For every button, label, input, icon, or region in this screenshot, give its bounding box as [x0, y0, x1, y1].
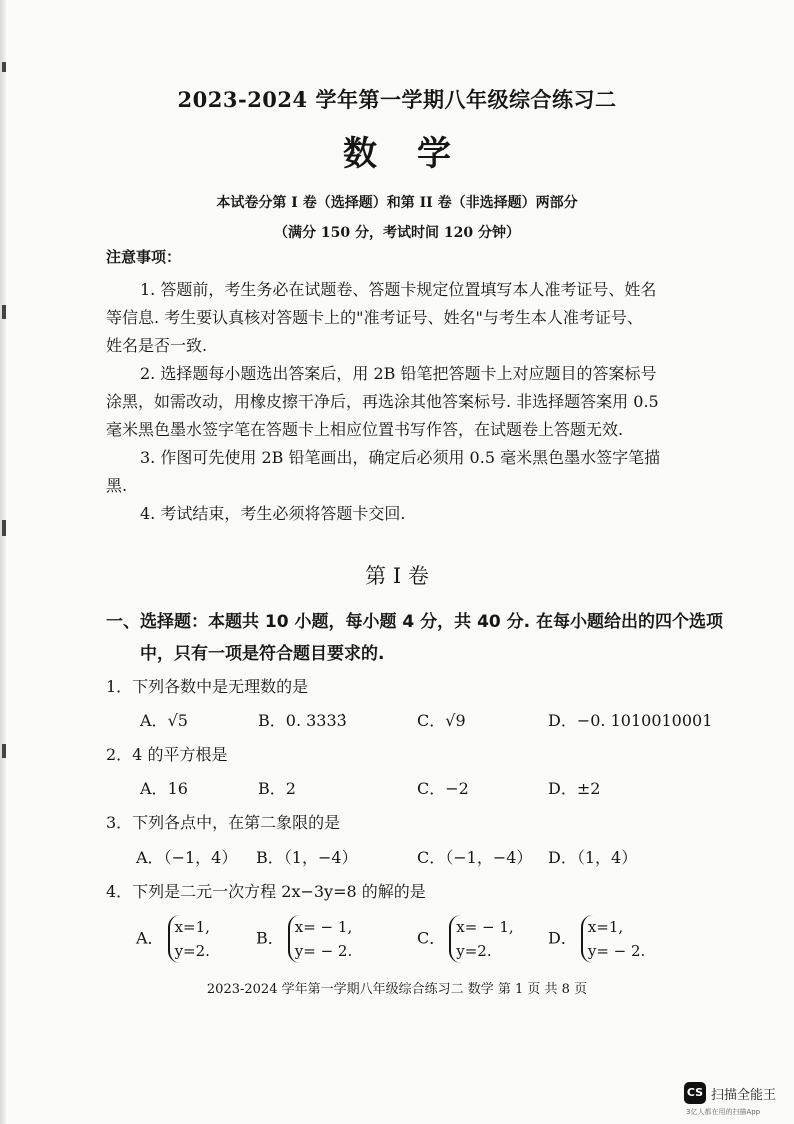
watermark-tagline: 3亿人都在用的扫描App [686, 1108, 761, 1116]
note-1-line-1: 1. 答题前，考生务必在试题卷、答题卡规定位置填写本人准考证号、姓名 [140, 280, 657, 299]
option-label: A． [140, 779, 168, 798]
question-3-option-a [136, 845, 237, 868]
option-label: C． [417, 711, 446, 730]
edge-mark [2, 744, 6, 758]
option-text: （1，4） [576, 848, 638, 867]
option-text: √5 [167, 711, 188, 730]
equation-system [168, 915, 210, 963]
note-1-line-2: 等信息. 考生要认真核对答题卡上的"准考证号、姓名"与考生本人准考证号、 [106, 308, 643, 327]
question-1-option-d [548, 708, 712, 731]
question-4-option-d [548, 915, 645, 963]
question-2-option-a [140, 776, 188, 799]
option-label: B． [258, 779, 286, 798]
option-label: A． [140, 711, 168, 730]
option-label: D． [548, 711, 577, 730]
option-text: 16 [167, 779, 188, 798]
equation-1: x=1, [587, 918, 624, 936]
question-2-stem: 2．4 的平方根是 [106, 745, 228, 764]
equation-1: x= − 1, [294, 918, 353, 936]
equation-2: y= − 2. [587, 942, 646, 960]
question-1-option-b [258, 708, 347, 731]
option-label: A． [136, 848, 164, 867]
question-4-stem: 4．下列是二元一次方程 2x−3y=8 的解的是 [106, 882, 426, 901]
option-text: （−1，−4） [445, 848, 533, 867]
intro-line-2: （满分 150 分，考试时间 120 分钟） [274, 225, 520, 241]
question-4-option-c [417, 915, 514, 963]
question-1-option-a [140, 708, 188, 731]
equation-system [288, 915, 352, 963]
option-label: D． [548, 848, 577, 867]
option-text: 0. 3333̇ [285, 711, 347, 730]
option-label: C． [417, 928, 446, 948]
question-1-option-c [417, 708, 466, 731]
section-1-line-2: 中，只有一项是符合题目要求的. [140, 644, 385, 664]
option-text: （−1，4） [163, 848, 238, 867]
equation-system [449, 915, 513, 963]
watermark-name: 扫描全能王 [711, 1088, 777, 1103]
note-3-line-1: 3. 作图可先使用 2B 铅笔画出，确定后必须用 0.5 毫米黑色墨水签字笔描 [140, 448, 661, 467]
option-text: √9 [445, 711, 466, 730]
option-label: C． [417, 848, 446, 867]
note-1-line-3: 姓名是否一致. [106, 336, 208, 355]
question-2-option-b [258, 776, 296, 799]
edge-mark [2, 520, 6, 536]
note-2-line-1: 2. 选择题每小题选出答案后，用 2B 铅笔把答题卡上对应题目的答案标号 [140, 364, 657, 383]
option-label: B． [256, 848, 284, 867]
section-1-line-1: 一、选择题：本题共 10 小题，每小题 4 分，共 40 分. 在每小题给出的四个选项 [106, 612, 724, 632]
question-3-option-d [548, 845, 637, 868]
option-text: ±2 [576, 779, 601, 798]
subject-title: 数学 [343, 134, 491, 174]
edge-mark [2, 305, 6, 319]
note-2-line-2: 涂黑，如需改动，用橡皮擦干净后，再选涂其他答案标号. 非选择题答案用 0.5 [106, 392, 659, 411]
option-label: D． [548, 779, 577, 798]
part-title: 第 I 卷 [365, 564, 429, 588]
exam-title: 2023-2024 学年第一学期八年级综合练习二 [177, 87, 617, 112]
notes-heading: 注意事项： [106, 248, 182, 266]
option-text: （1，−4） [283, 848, 358, 867]
question-1-stem: 1．下列各数中是无理数的是 [106, 677, 309, 696]
equation-2: y=2. [456, 942, 492, 960]
question-4-option-b [256, 915, 352, 963]
equation-system [581, 915, 645, 963]
option-text: −0. 1010010001 [576, 711, 713, 730]
note-3-line-2: 黑. [106, 476, 128, 495]
question-2-option-c [417, 776, 469, 799]
note-2-line-3: 毫米黑色墨水签字笔在答题卡上相应位置书写作答，在试题卷上答题无效. [106, 420, 624, 439]
question-4-option-a [136, 915, 210, 963]
equation-2: y= − 2. [294, 942, 353, 960]
option-text: −2 [445, 779, 469, 798]
question-3-stem: 3．下列各点中，在第二象限的是 [106, 813, 341, 832]
question-2-option-d [548, 776, 600, 799]
edge-mark [2, 62, 6, 72]
option-label: B． [258, 711, 286, 730]
scanner-watermark [684, 1082, 794, 1122]
equation-1: x=1, [174, 918, 210, 936]
page-footer: 2023-2024 学年第一学期八年级综合练习二 数学 第 1 页 共 8 页 [206, 982, 588, 997]
question-3-option-c [417, 845, 532, 868]
equation-1: x= − 1, [456, 918, 514, 936]
question-3-option-b [256, 845, 358, 868]
option-text: 2 [285, 779, 296, 798]
note-4-line-1: 4. 考试结束，考生必须将答题卡交回. [140, 504, 406, 523]
option-label: C． [417, 779, 446, 798]
camscanner-logo-icon: CS [684, 1082, 706, 1104]
option-label: D． [548, 928, 577, 948]
intro-line-1: 本试卷分第 I 卷（选择题）和第 II 卷（非选择题）两部分 [216, 195, 578, 211]
equation-2: y=2. [174, 942, 210, 960]
option-label: A． [136, 928, 164, 948]
option-label: B． [256, 928, 284, 948]
